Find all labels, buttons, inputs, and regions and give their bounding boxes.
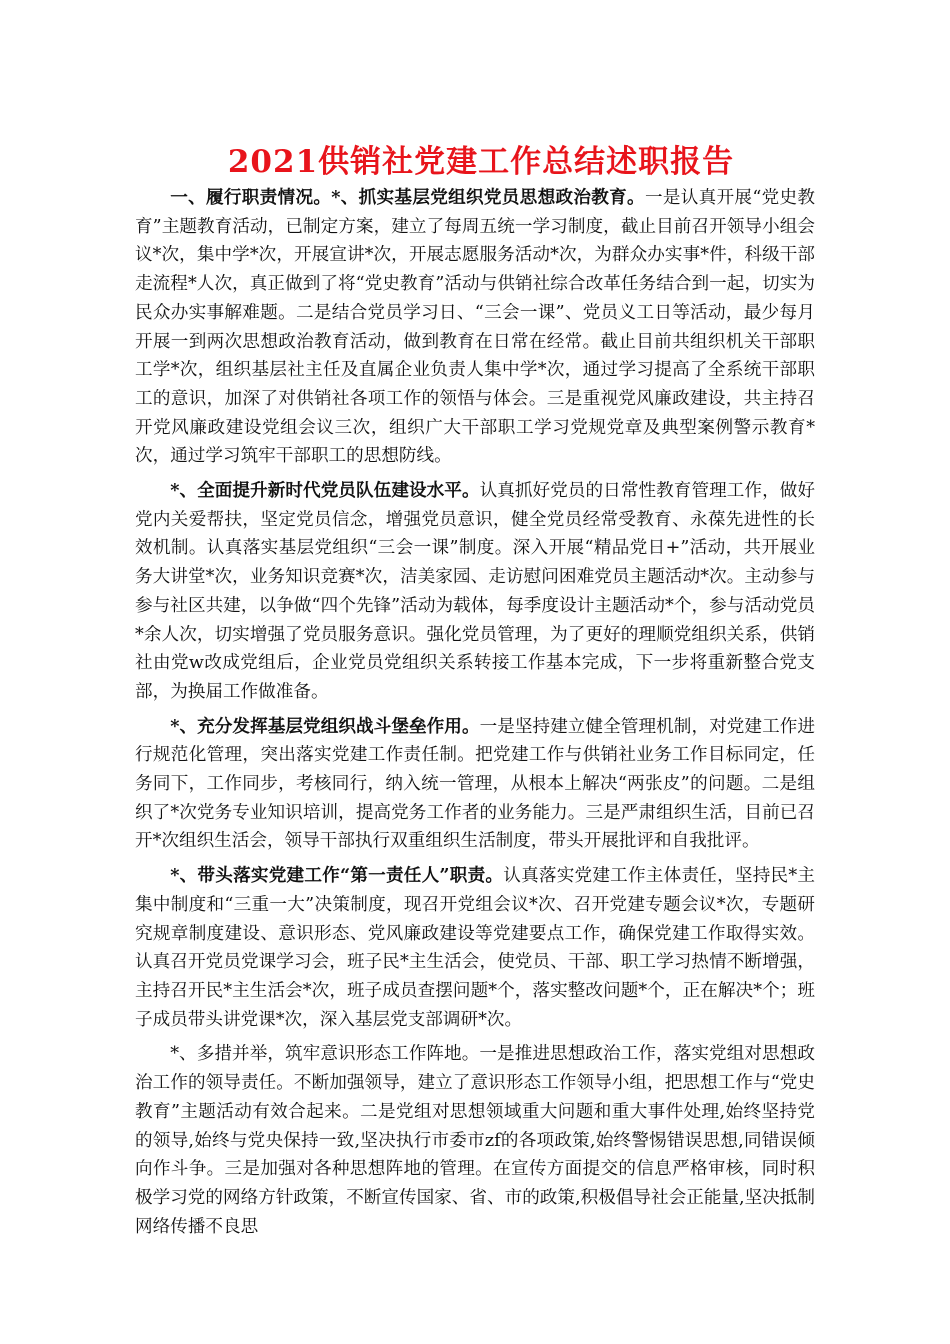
paragraph-ideology-front xyxy=(135,1040,815,1241)
paragraph-body: 认真落实党建工作主体责任，坚持民*主集中制度和“三重一大”决策制度，现召开党组会议*次、召开党建专题会议*次，专题研究规章制度建设、意识形态、党风廉政建设等党建要点工作，确保党建工作取得实效。认真召开党员党课学习会，班子民*主生活会，使党员、干部、职工学习热情不断增强，主持召开民*主生活会*次，班子成员查摆问题*个，落实整改问题*个，正在解决*个；班子成员带头讲党课*次，深入基层党支部调研*次。 xyxy=(135,866,815,1030)
paragraph-body: 一是坚持建立健全管理机制，对党建工作进行规范化管理，突出落实党建工作责任制。把党建工作与供销社业务工作目标同定，任务同下，工作同步，考核同行，纳入统一管理，从根本上解决“两张皮”的问题。二是组织了*次党务专业知识培训，提高党务工作者的业务能力。三是严肃组织生活，目前已召开*次组织生活会，领导干部执行双重组织生活制度，带头开展批评和自我批评。 xyxy=(135,716,815,852)
paragraph-body: 一是认真开展“党史教育”主题教育活动，已制定方案，建立了每周五统一学习制度，截止目前召开领导小组会议*次，集中学*次，开展宣讲*次，开展志愿服务活动*次，为群众办实事*件，科级干部走流程*人次，真正做到了将“党史教育”活动与供销社综合改革任务结合到一起，切实为民众办实事解难题。二是结合党员学习日、“三会一课”、党员义工日等活动，最少每月开展一到两次思想政治教育活动，做到教育在日常在经常。截止目前共组织机关干部职工学*次，组织基层社主任及直属企业负责人集中学*次，通过学习提高了全系统干部职工的意识，加深了对供销社各项工作的领悟与体会。三是重视党风廉政建设，共主持召开党风廉政建设党组会议三次，组织广大干部职工学习党规党章及典型案例警示教育*次，通过学习筑牢干部职工的思想防线。 xyxy=(135,188,815,467)
paragraph-grassroots-bastion xyxy=(135,713,815,857)
document-page xyxy=(135,140,815,1241)
document-title: 2021供销社党建工作总结述职报告 xyxy=(227,144,735,180)
paragraph-member-team xyxy=(135,477,815,707)
paragraph-heading: 一、履行职责情况。*、抓实基层党组织党员思想政治教育。 xyxy=(170,187,645,208)
paragraph-heading: *、全面提升新时代党员队伍建设水平。 xyxy=(170,480,480,502)
paragraph-heading: *、充分发挥基层党组织战斗堡垒作用。 xyxy=(170,715,480,737)
paragraph-body: 认真抓好党员的日常性教育管理工作，做好党内关爱帮扶，坚定党员信念，增强党员意识，健全党员经常受教育、永葆先进性的长效机制。认真落实基层党组织“三会一课”制度。深入开展“精品党日+”活动，共开展业务大讲堂*次，业务知识竞赛*次，洁美家园、走访慰问困难党员主题活动*次。主动参与参与社区共建，以争做“四个先锋”活动为载体，每季度设计主题活动*个，参与活动党员*余人次，切实增强了党员服务意识。强化党员管理，为了更好的理顺党组织关系，供销社由党w改成党组后，企业党员党组织关系转接工作基本完成，下一步将重新整合党支部，为换届工作做准备。 xyxy=(135,481,815,702)
paragraph-duty-performance xyxy=(135,184,815,471)
paragraph-body: *、多措并举，筑牢意识形态工作阵地。一是推进思想政治工作，落实党组对思想政治工作的领导责任。不断加强领导，建立了意识形态工作领导小组，把思想工作与“党史教育”主题活动有效合起来。二是党组对思想领域重大问题和重大事件处理,始终坚持党的领导,始终与党央保持一致,坚决执行市委市zf的各项政策,始终警惕错误思想,同错误倾向作斗争。三是加强对各种思想阵地的管理。在宣传方面提交的信息严格审核，同时积极学习党的网络方针政策，不断宣传国家、省、市的政策,积极倡导社会正能量,坚决抵制网络传播不良思 xyxy=(135,1044,815,1237)
paragraph-heading: *、带头落实党建工作“第一责任人”职责。 xyxy=(170,865,504,887)
paragraph-first-responsible xyxy=(135,862,815,1034)
